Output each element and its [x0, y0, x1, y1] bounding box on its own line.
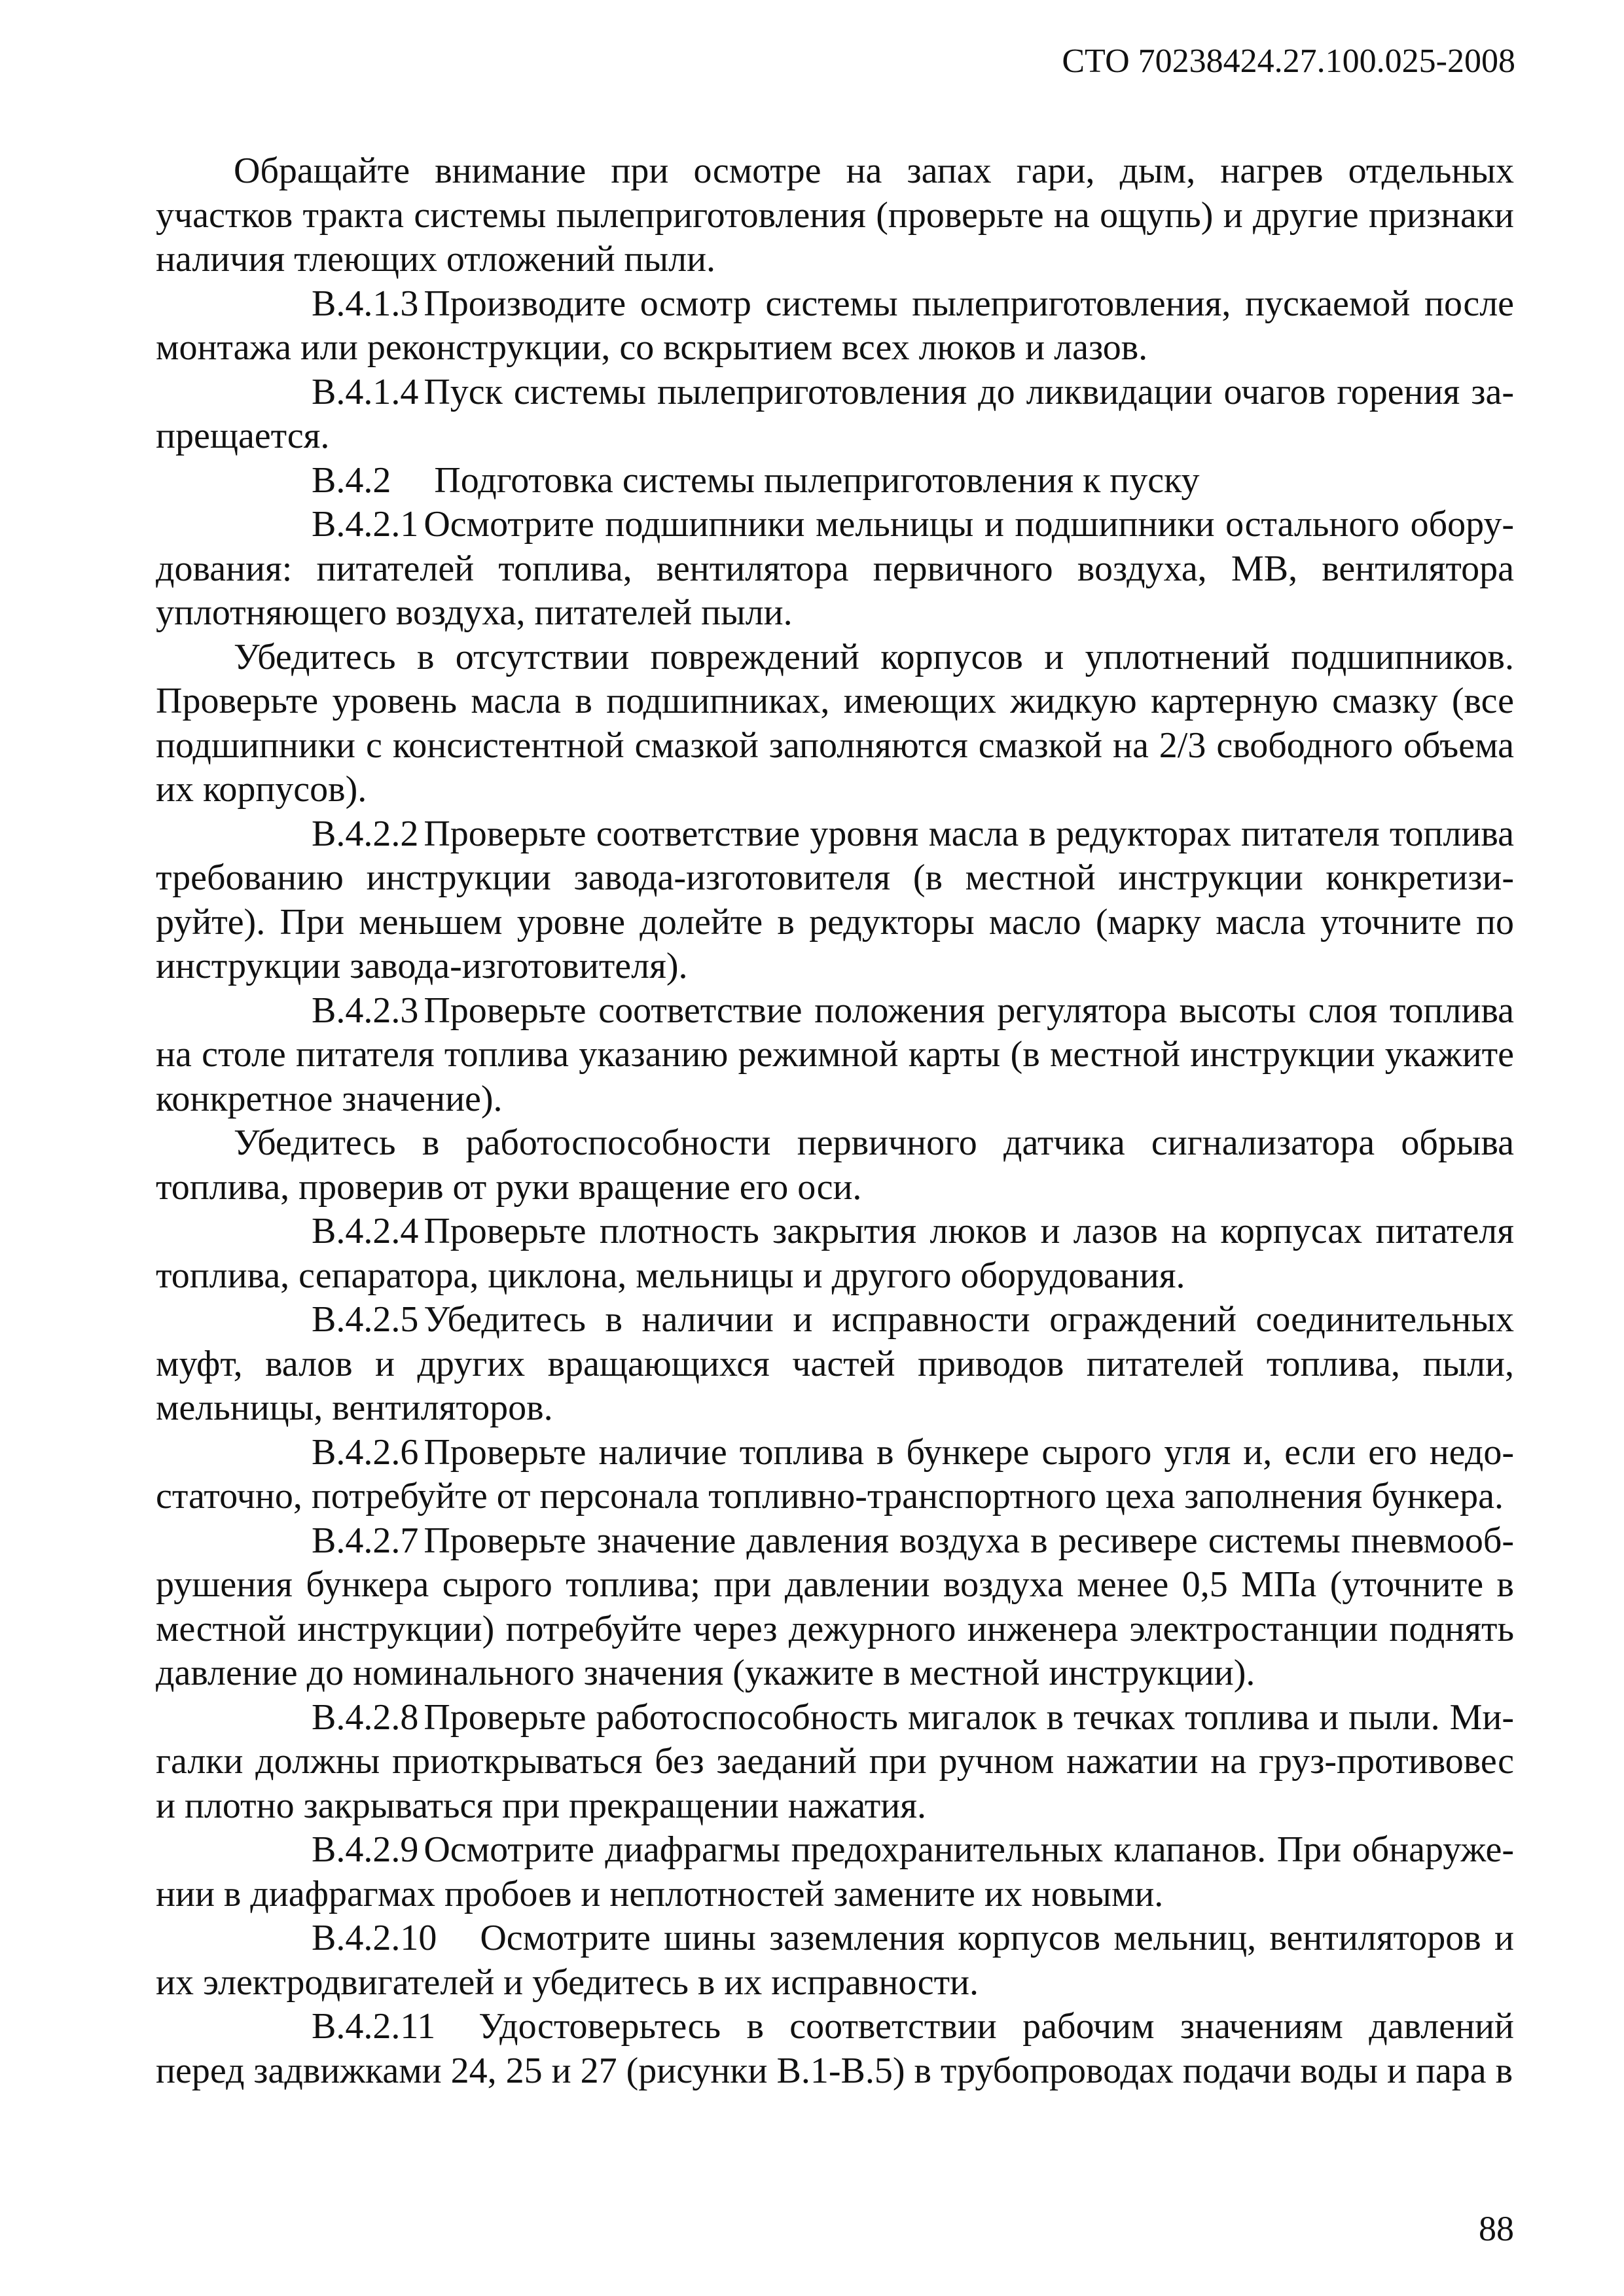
page-number: 88 [1479, 2209, 1514, 2248]
paragraph [156, 149, 1514, 282]
paragraph-text: Проверьте соответствие положения регулятора высоты слоя топлива на столе питателя топлива указанию режимной карты (в местной инструкции укажите конкретное значение). [156, 990, 1514, 1119]
paragraph-text: Обращайте внимание при осмотре на запах гари, дым, нагрев отдельных участков тракта системы пылеприготовления (проверьте на ощупь) и другие признаки наличия тлеющих отложений пыли. [156, 151, 1514, 279]
paragraph [156, 2005, 1514, 2093]
clause-number: В.4.2.4 [312, 1211, 419, 1251]
paragraph [156, 1431, 1514, 1519]
paragraph-text: Пуск системы пылеприготовления до ликвидации очагов горения запрещается. [156, 371, 1514, 456]
clause-number: В.4.2.2 [312, 813, 419, 854]
paragraph [156, 1121, 1514, 1210]
paragraph [156, 1916, 1514, 2005]
document-body [156, 149, 1514, 2093]
paragraph-text: Производите осмотр системы пылеприготовления, пускаемой после монтажа или реконструкции, со вскрытием всех люков и лазов. [156, 283, 1514, 368]
clause-number: В.4.2 [312, 459, 391, 501]
paragraph [156, 1696, 1514, 1829]
paragraph-text: Удостоверьтесь в соответствии рабочим значениям давлений перед задвижками 24, 25 и 27 (рисунки В.1-В.5) в трубопроводах подачи воды и пара в [156, 2006, 1514, 2091]
document-code-header: СТО 70238424.27.100.025-2008 [1062, 43, 1515, 80]
paragraph-text: Проверьте плотность закрытия люков и лазов на корпусах питателя топлива, сепаратора, циклона, мельницы и другого оборудования. [156, 1211, 1514, 1296]
paragraph-text: Убедитесь в работоспособности первичного датчика сигнализатора обрыва топлива, проверив от руки вращение его оси. [156, 1122, 1514, 1208]
paragraph [156, 1519, 1514, 1696]
clause-number: В.4.2.11 [312, 2006, 436, 2047]
paragraph [156, 1210, 1514, 1298]
paragraph [156, 636, 1514, 812]
paragraph [156, 1298, 1514, 1431]
paragraph-text: Проверьте значение давления воздуха в ресивере системы пневмообрушения бункера сырого топлива; при давлении воздуха менее 0,5 МПа (уточните в местной инструкции) потребуйте через дежурного инженера электростанции поднять давление до номинального значения (укажите в местной инструкции). [156, 1520, 1514, 1693]
paragraph [156, 370, 1514, 459]
clause-number: В.4.2.3 [312, 990, 419, 1031]
clause-number: В.4.1.4 [312, 371, 419, 412]
clause-number: В.4.1.3 [312, 283, 419, 324]
paragraph-text: Убедитесь в наличии и исправности ограждений соединительных муфт, валов и других вращающихся частей приводов питателей топлива, пыли, мельницы, вентиляторов. [156, 1299, 1514, 1428]
paragraph-text: Осмотрите диафрагмы предохранительных клапанов. При обнаружении в диафрагмах пробоев и неплотностей замените их новыми. [156, 1829, 1514, 1914]
paragraph [156, 989, 1514, 1122]
section-heading [156, 459, 1514, 503]
clause-number: В.4.2.9 [312, 1829, 419, 1870]
clause-number: В.4.2.7 [312, 1520, 419, 1561]
clause-number: В.4.2.5 [312, 1299, 419, 1340]
paragraph-text: Проверьте работоспособность мигалок в течках топлива и пыли. Мигалки должны приоткрываться без заеданий при ручном нажатии на груз-противовес и плотно закрываться при прекращении нажатия. [156, 1696, 1514, 1826]
paragraph [156, 503, 1514, 636]
clause-number: В.4.2.8 [312, 1696, 419, 1738]
clause-number: В.4.2.6 [312, 1431, 419, 1473]
paragraph-text: Проверьте наличие топлива в бункере сырого угля и, если его недостаточно, потребуйте от персонала топливно-транспортного цеха заполнения бункера. [156, 1431, 1514, 1516]
paragraph-text: Осмотрите подшипники мельницы и подшипники остального оборудования: питателей топлива, вентилятора первичного воздуха, МВ, вентилятора уплотняющего воздуха, питателей пыли. [156, 504, 1514, 633]
paragraph-text: Проверьте соответствие уровня масла в редукторах питателя топлива требованию инструкции завода-изготовителя (в местной инструкции конкретизируйте). При меньшем уровне долейте в редукторы масло (марку масла уточните по инструкции завода-изготовителя). [156, 813, 1514, 986]
paragraph [156, 812, 1514, 989]
clause-number: В.4.2.1 [312, 504, 419, 545]
clause-number: В.4.2.10 [312, 1918, 437, 1958]
paragraph [156, 1828, 1514, 1916]
paragraph-text: Осмотрите шины заземления корпусов мельниц, вентиляторов и их электродвигателей и убедитесь в их исправности. [156, 1918, 1514, 2003]
paragraph-text: Подготовка системы пылеприготовления к пуску [434, 459, 1200, 501]
paragraph-text: Убедитесь в отсутствии повреждений корпусов и уплотнений подшипников. Проверьте уровень масла в подшипниках, имеющих жидкую картерную смазку (все подшипники с консистентной смазкой заполняются смазкой на 2/3 свободного объема их корпусов). [156, 636, 1514, 810]
paragraph [156, 282, 1514, 370]
